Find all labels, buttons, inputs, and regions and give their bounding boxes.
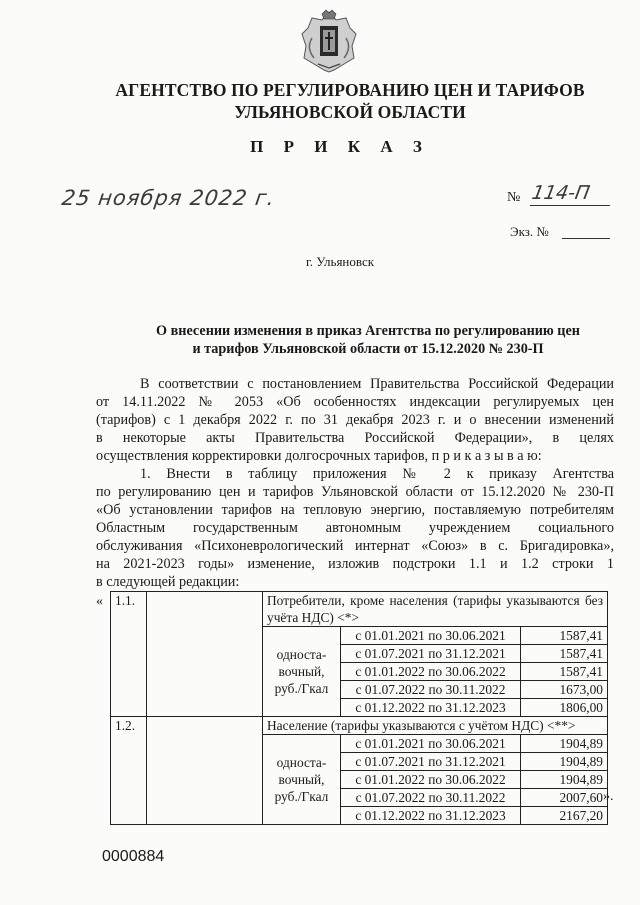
period-cell: с 01.07.2021 по 31.12.2021 [341, 645, 521, 663]
row-header: Потребители, кроме населения (тарифы указываются без учёта НДС) <*> [263, 592, 608, 627]
unit-text: односта- [276, 755, 327, 770]
quote-open: « [96, 594, 103, 609]
title-line2: и тарифов Ульяновской области от 15.12.2020 № 230-П [192, 341, 544, 357]
row-number: 1.2. [111, 717, 147, 825]
handwritten-date: 25 ноября 2022 г. [60, 186, 277, 210]
row-header: Население (тарифы указываются с учётом НДС) <**> [263, 717, 608, 735]
body-line: обслуживания «Психоневрологический интернат «Союз» в с. Бригадировка», [96, 538, 614, 554]
body-line: в некоторые акты Правительства Российской Федерации», в целях [96, 430, 614, 446]
unit-cell [263, 627, 341, 717]
table-row [111, 717, 608, 735]
period-cell: с 01.07.2022 по 30.11.2022 [341, 789, 521, 807]
agency-name-line2: УЛЬЯНОВСКОЙ ОБЛАСТИ [234, 102, 466, 122]
unit-text: односта- [276, 647, 327, 662]
tariff-value: 1673,00 [521, 681, 608, 699]
period-cell: с 01.12.2022 по 31.12.2023 [341, 807, 521, 825]
tariff-value: 1587,41 [521, 627, 608, 645]
unit-cell [263, 735, 341, 825]
period-cell: с 01.07.2022 по 30.11.2022 [341, 681, 521, 699]
document-serial-code: 0000884 [102, 848, 165, 865]
period-cell: с 01.01.2021 по 30.06.2021 [341, 735, 521, 753]
tariff-value: 1904,89 [521, 753, 608, 771]
number-underline [530, 205, 610, 206]
tariff-value: 1587,41 [521, 645, 608, 663]
body-line: В соответствии с постановлением Правительства Российской Федерации [140, 376, 614, 392]
body-line: на 2021-2023 годы» изменение, изложив подстроки 1.1 и 1.2 строки 1 [96, 556, 614, 572]
table-row [111, 592, 608, 627]
tariff-value: 1904,89 [521, 771, 608, 789]
unit-text: вочный, [278, 772, 325, 787]
period-cell: с 01.01.2022 по 30.06.2022 [341, 663, 521, 681]
period-cell: с 01.01.2022 по 30.06.2022 [341, 771, 521, 789]
body-line: по регулированию цен и тарифов Ульяновской области от 15.12.2020 № 230-П [96, 484, 614, 500]
agency-name-line1: АГЕНТСТВО ПО РЕГУЛИРОВАНИЮ ЦЕН И ТАРИФОВ [115, 80, 585, 100]
body-line: 1. Внести в таблицу приложения № 2 к приказу Агентства [140, 466, 614, 482]
city: г. Ульяновск [305, 254, 375, 269]
period-cell: с 01.07.2021 по 31.12.2021 [341, 753, 521, 771]
copy-number-underline [562, 238, 610, 239]
body-line: в следующей редакции: [96, 574, 240, 590]
tariff-table [110, 591, 608, 825]
body-line: «Об установлении тарифов на тепловую энергию, поставляемую потребителям [96, 502, 614, 518]
body-line: (тарифов) с 1 декабря 2022 г. по 31 декабря 2023 г. и о внесении изменений [96, 412, 614, 428]
tariff-value: 1806,00 [521, 699, 608, 717]
period-cell: с 01.01.2021 по 30.06.2021 [341, 627, 521, 645]
body-line: от 14.11.2022 № 2053 «Об особенностях индексации регулируемых цен [96, 394, 614, 410]
empty-cell [147, 717, 263, 825]
unit-text: вочный, [278, 664, 325, 679]
order-number-label: № [507, 190, 521, 205]
tariff-value: 1587,41 [521, 663, 608, 681]
body-line: Областным государственным автономным учреждением социального [96, 520, 614, 536]
row-number: 1.1. [111, 592, 147, 717]
period-cell: с 01.12.2022 по 31.12.2023 [341, 699, 521, 717]
handwritten-order-number: 114-П [530, 182, 592, 204]
quote-close: ». [603, 789, 614, 804]
unit-text: руб./Гкал [274, 681, 329, 696]
coat-of-arms-emblem [298, 8, 360, 74]
tariff-value: 1904,89 [521, 735, 608, 753]
tariff-value: 2007,60 [521, 789, 608, 807]
body-line: осуществления корректировки долгосрочных тарифов, п р и к а з ы в а ю: [96, 448, 542, 464]
unit-text: руб./Гкал [274, 789, 329, 804]
empty-cell [147, 592, 263, 717]
document-type: П Р И К А З [250, 137, 430, 156]
tariff-value: 2167,20 [521, 807, 608, 825]
copy-number-label: Экз. № [510, 224, 549, 239]
title-line1: О внесении изменения в приказ Агентства по регулированию цен [156, 323, 580, 339]
